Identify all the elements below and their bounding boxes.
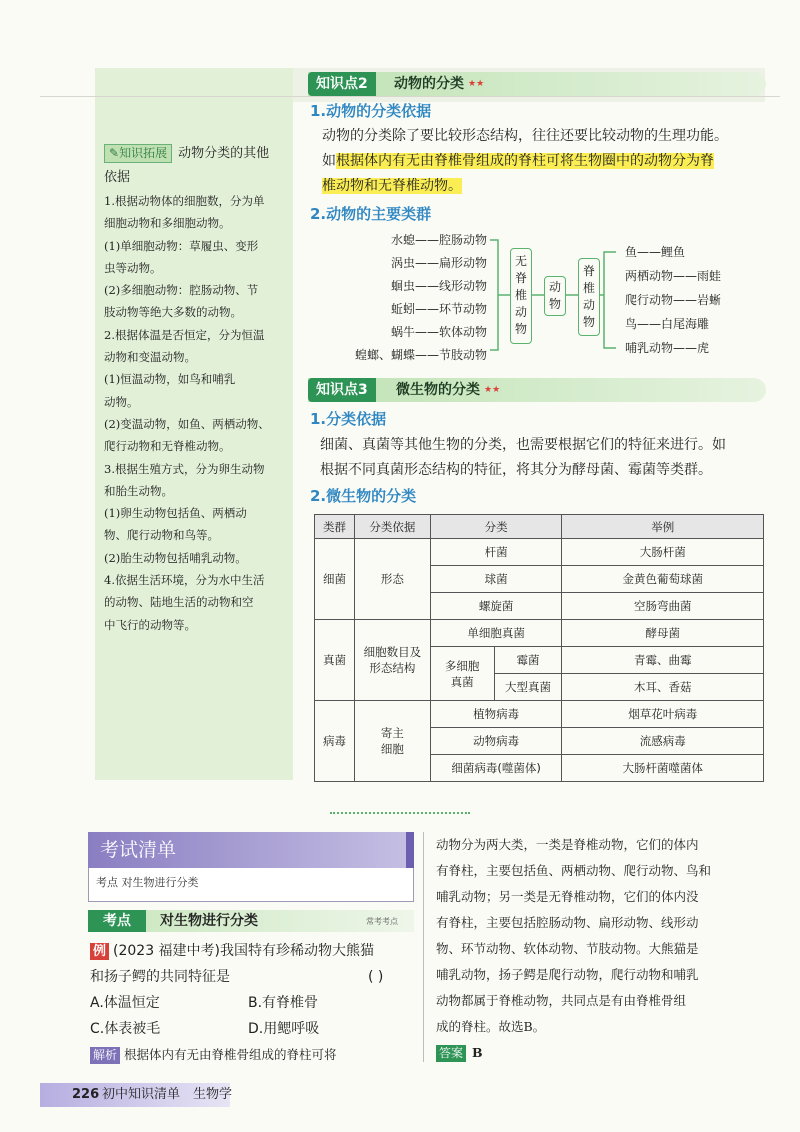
answer-blank: ( ) — [368, 969, 384, 985]
analysis-line: 有脊柱，主要包括腔肠动物、扁形动物、线形动 — [436, 915, 699, 930]
analysis-line: 哺乳动物；另一类是无脊椎动物，它们的体内没 — [436, 889, 699, 904]
question — [90, 938, 420, 1068]
table-cell: 大肠杆菌噬菌体 — [562, 755, 764, 782]
sidebar-line: 1.根据动物体的细胞数，分为单 — [104, 194, 265, 208]
vert-item: 鱼——鲤鱼 — [625, 245, 686, 259]
table-row — [315, 539, 764, 566]
table-cell: 细胞数目及 形态结构 — [354, 620, 430, 701]
table-cell: 细菌病毒(噬菌体) — [430, 755, 562, 782]
table-header: 类群 — [315, 515, 355, 539]
table-cell: 霉菌 — [494, 647, 562, 674]
answer-line — [436, 1040, 766, 1066]
sidebar-line: 2.根据体温是否恒定，分为恒温 — [104, 327, 265, 342]
table-cell: 金黄色葡萄球菌 — [562, 566, 764, 593]
kp2-para-line2: 如根据体内有无由脊椎骨组成的脊柱可将生物圈中的动物分为脊 — [322, 153, 714, 169]
column-divider — [423, 832, 424, 1062]
microbe-table — [314, 514, 764, 782]
vert-item: 两栖动物——雨蛙 — [625, 269, 722, 283]
analysis-line1: 解析 根据体内有无由脊椎骨组成的脊柱可将 — [90, 1042, 420, 1068]
kp3-para-line2: 根据不同真菌形态结构的特征，将其分为酵母菌、霉菌等类群。 — [320, 462, 712, 478]
option-d: D.用鳃呼吸 — [248, 1021, 320, 1037]
question-line1: 例 (2023 福建中考)我国特有珍稀动物大熊猫 — [90, 938, 420, 964]
kp2-title: 动物的分类 ★★ — [394, 76, 485, 92]
kp2-para-line1: 动物的分类除了要比较形态结构，往往还要比较动物的生理功能。 — [322, 128, 728, 144]
book-title: 初中知识清单 生物学 — [102, 1087, 233, 1102]
vert-item: 哺乳动物——虎 — [625, 341, 710, 355]
kp3-title: 微生物的分类 ★★ — [396, 382, 501, 398]
table-cell: 大肠杆菌 — [562, 539, 764, 566]
kp3-heading-classification: 2.微生物的分类 — [310, 487, 417, 505]
highlight-text: 椎动物和无脊椎动物。 — [322, 178, 462, 194]
analysis-line: 动物都属于脊椎动物，共同点是有由脊椎骨组 — [436, 993, 687, 1008]
answer-value: B — [472, 1045, 483, 1060]
table-cell: 植物病毒 — [430, 701, 562, 728]
exam-point-title: 对生物进行分类 — [160, 913, 258, 929]
option-c: C.体表被毛 — [90, 1021, 161, 1037]
invert-item: 涡虫——扁形动物 — [390, 256, 487, 270]
sidebar-line: 中飞行的动物等。 — [104, 617, 196, 632]
vert-item: 鸟——白尾海雕 — [625, 317, 710, 331]
question-line2: 和扬子鳄的共同特征是 ( ) — [90, 964, 420, 990]
animal-box: 动 物 — [544, 276, 566, 316]
table-cell: 动物病毒 — [430, 728, 562, 755]
invert-item: 蚯蚓——环节动物 — [390, 302, 487, 316]
sidebar-line: 3.根据生殖方式，分为卵生动物 — [104, 461, 265, 476]
table-cell: 多细胞 真菌 — [430, 647, 494, 701]
table-cell: 病毒 — [315, 701, 355, 782]
invert-item: 水螅——腔肠动物 — [390, 233, 487, 247]
sidebar-line: 肢动物等绝大多数的动物。 — [104, 305, 242, 320]
sidebar-line: 细胞动物和多细胞动物。 — [104, 216, 231, 231]
sidebar-line: 和胎生动物。 — [104, 483, 173, 498]
exam-point-tag: 考点 — [88, 910, 146, 932]
analysis-line: 动物分为两大类，一类是脊椎动物，它们的体内 — [436, 837, 699, 852]
analysis-line: 物、环节动物、软体动物、节肢动物。大熊猫是 — [436, 941, 699, 956]
exam-subtitle: 考点 对生物进行分类 — [96, 876, 199, 889]
sidebar-line: (2)胎生动物包括哺乳动物。 — [104, 550, 247, 565]
table-cell: 单细胞真菌 — [430, 620, 562, 647]
vertebrate-box: 脊 椎 动 物 — [578, 258, 600, 336]
sidebar-line: (1)恒温动物，如鸟和哺乳 — [104, 372, 236, 387]
section-divider — [330, 812, 470, 814]
invertebrate-box: 无 脊 椎 动 物 — [510, 248, 532, 344]
sidebar-line: 动物和变温动物。 — [104, 350, 196, 365]
sidebar-line: (1)卵生动物包括鱼、两栖动 — [104, 506, 247, 521]
sidebar-line: 的动物、陆地生活的动物和空 — [104, 595, 254, 610]
invert-item: 蝗螂、蝴蝶——节肢动物 — [354, 348, 487, 362]
sidebar-title-line2: 依据 — [104, 170, 131, 185]
kp2-heading-basis: 1.动物的分类依据 — [310, 102, 432, 120]
highlight-text: 根据体内有无由脊椎骨组成的脊柱可将生物圈中的动物分为脊 — [336, 153, 714, 169]
kp3-bar — [308, 378, 766, 402]
answer-tag: 答案 — [436, 1045, 466, 1062]
vert-item: 爬行动物——岩蜥 — [625, 293, 722, 307]
kp3-paragraph — [320, 433, 770, 483]
sidebar-line: (1)单细胞动物：草履虫、变形 — [104, 238, 259, 253]
option-b: B.有脊椎骨 — [248, 995, 319, 1011]
table-cell: 木耳、香菇 — [562, 674, 764, 701]
page-number: 226 — [72, 1087, 100, 1102]
table-header: 分类 — [430, 515, 562, 539]
kp2-bar — [308, 72, 766, 96]
analysis-line: 有脊柱，主要包括鱼、两栖动物、爬行动物、鸟和 — [436, 863, 712, 878]
knowledge-ext-tag: ✎知识拓展 — [104, 144, 172, 163]
sidebar-line: 4.依据生活环境，分为水中生活 — [104, 573, 265, 588]
sidebar-line: (2)变温动物，如鱼、两栖动物、 — [104, 416, 270, 431]
table-row — [315, 701, 764, 728]
table-cell: 空肠弯曲菌 — [562, 593, 764, 620]
sidebar-line: 动物。 — [104, 394, 139, 409]
analysis-line: 成的脊柱。故选B。 — [436, 1019, 546, 1034]
analysis-tag: 解析 — [90, 1047, 120, 1064]
sidebar-body — [104, 190, 289, 636]
analysis-line: 哺乳动物，扬子鳄是爬行动物，爬行动物和哺乳 — [436, 967, 699, 982]
table-cell: 螺旋菌 — [430, 593, 562, 620]
table-cell: 酵母菌 — [562, 620, 764, 647]
table-cell: 形态 — [354, 539, 430, 620]
table-cell: 真菌 — [315, 620, 355, 701]
exam-title: 考试清单 — [88, 832, 414, 868]
table-row — [315, 620, 764, 647]
sidebar-heading — [104, 142, 289, 190]
table-cell: 寄主 细胞 — [354, 701, 430, 782]
table-header: 举例 — [562, 515, 764, 539]
sidebar-line: (2)多细胞动物：腔肠动物、节 — [104, 283, 259, 298]
sidebar-title-line1: 动物分类的其他 — [178, 146, 270, 161]
table-cell: 球菌 — [430, 566, 562, 593]
option-a: A.体温恒定 — [90, 995, 160, 1011]
options-row-2 — [90, 1016, 420, 1042]
invert-item: 蛔虫——线形动物 — [390, 279, 487, 293]
star-icon: ★★ — [468, 79, 485, 89]
table-cell: 大型真菌 — [494, 674, 562, 701]
star-icon: ★★ — [484, 385, 501, 395]
kp2-tag: 知识点2 — [308, 72, 376, 96]
table-cell: 青霉、曲霉 — [562, 647, 764, 674]
table-cell: 烟草花叶病毒 — [562, 701, 764, 728]
table-header: 分类依据 — [354, 515, 430, 539]
kp2-paragraph — [322, 124, 772, 199]
header-rule — [40, 96, 780, 97]
table-cell: 细菌 — [315, 539, 355, 620]
frequent-mark: 常考考点 — [366, 917, 398, 926]
sidebar-line: 物、爬行动物和鸟等。 — [104, 528, 219, 543]
bulb-icon: ✎ — [109, 146, 120, 160]
kp3-para-line1: 细菌、真菌等其他生物的分类，也需要根据它们的特征来进行。如 — [320, 437, 726, 453]
kp3-tag: 知识点3 — [308, 378, 376, 402]
sidebar-line: 虫等动物。 — [104, 260, 162, 275]
sidebar-line: 爬行动物和无脊椎动物。 — [104, 439, 231, 454]
analysis-continued — [436, 832, 766, 1066]
invert-item: 蜗牛——软体动物 — [390, 325, 487, 339]
kp3-heading-basis: 1.分类依据 — [310, 410, 387, 428]
table-cell: 流感病毒 — [562, 728, 764, 755]
table-header-row — [315, 515, 764, 539]
kp2-heading-groups: 2.动物的主要类群 — [310, 205, 432, 223]
options-row-1 — [90, 990, 420, 1016]
example-tag: 例 — [90, 943, 109, 960]
table-cell: 杆菌 — [430, 539, 562, 566]
kp2-para-line3 — [322, 174, 772, 199]
